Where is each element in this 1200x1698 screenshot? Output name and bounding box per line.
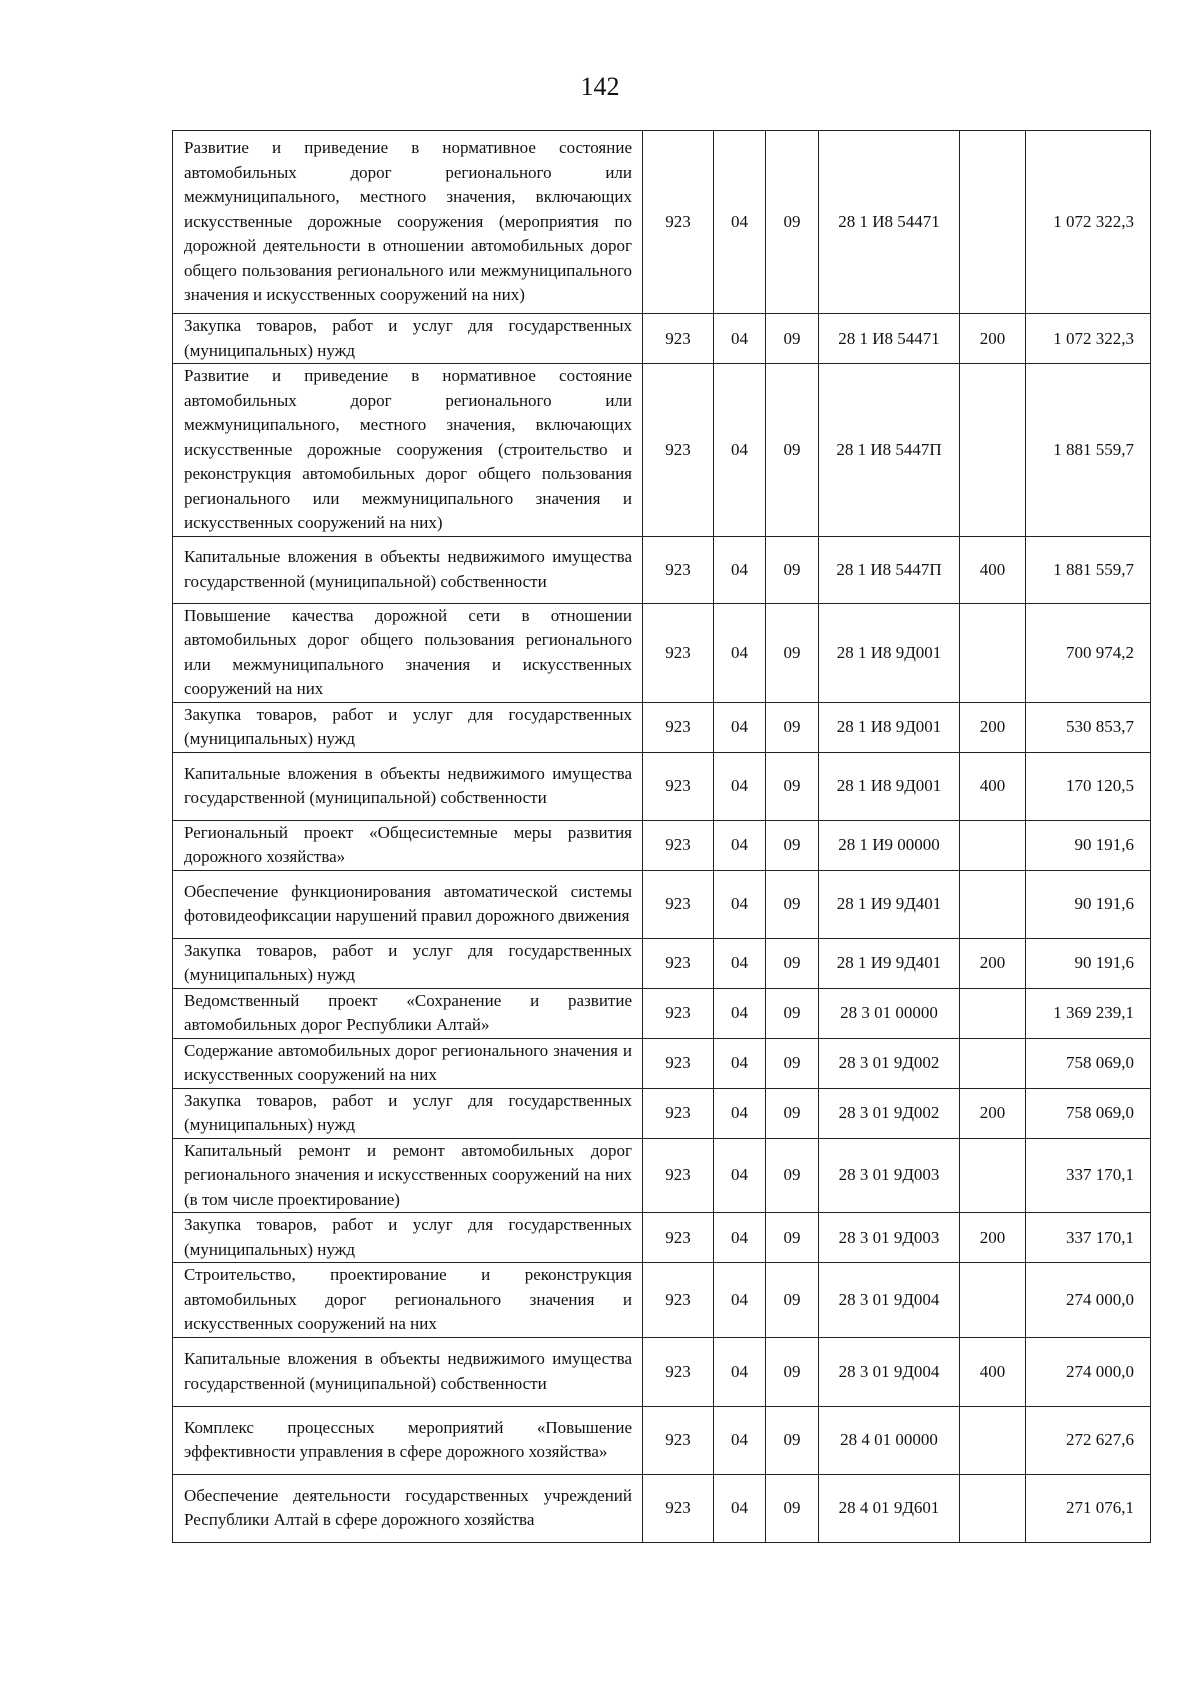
row-grbs: 923	[643, 1038, 714, 1088]
row-target-article: 28 3 01 9Д004	[819, 1263, 960, 1338]
row-target-article: 28 1 И8 9Д001	[819, 603, 960, 702]
table-row	[173, 364, 1151, 537]
row-amount: 90 191,6	[1026, 820, 1151, 870]
row-name: Закупка товаров, работ и услуг для государственных (муниципальных) нужд	[173, 1213, 643, 1263]
row-name: Обеспечение деятельности государственных учреждений Республики Алтай в сфере дорожного хозяйства	[173, 1474, 643, 1542]
row-subsection: 09	[766, 752, 819, 820]
table-row	[173, 1337, 1151, 1406]
row-target-article: 28 3 01 9Д002	[819, 1038, 960, 1088]
row-grbs: 923	[643, 536, 714, 603]
row-section: 04	[714, 1337, 766, 1406]
row-amount: 274 000,0	[1026, 1263, 1151, 1338]
row-target-article: 28 3 01 9Д002	[819, 1088, 960, 1138]
row-section: 04	[714, 870, 766, 938]
row-target-article: 28 1 И9 9Д401	[819, 938, 960, 988]
table-row	[173, 820, 1151, 870]
row-name: Обеспечение функционирования автоматической системы фотовидеофиксации нарушений правил дорожного движения	[173, 870, 643, 938]
row-name: Закупка товаров, работ и услуг для государственных (муниципальных) нужд	[173, 938, 643, 988]
row-name: Закупка товаров, работ и услуг для государственных (муниципальных) нужд	[173, 702, 643, 752]
row-target-article: 28 3 01 9Д003	[819, 1138, 960, 1213]
row-section: 04	[714, 702, 766, 752]
table-row	[173, 1474, 1151, 1542]
row-expense-type	[960, 1474, 1026, 1542]
row-expense-type: 200	[960, 1213, 1026, 1263]
row-name: Развитие и приведение в нормативное состояние автомобильных дорог регионального или межмуниципального, местного значения, включающих искусственные дорожные сооружения (строительство и реконструкция автомобильных дорог общего пользования регионального или межмуниципального значения и искусственных сооружений на них)	[173, 364, 643, 537]
row-subsection: 09	[766, 603, 819, 702]
row-expense-type	[960, 988, 1026, 1038]
row-section: 04	[714, 1088, 766, 1138]
row-grbs: 923	[643, 364, 714, 537]
row-target-article: 28 1 И8 9Д001	[819, 752, 960, 820]
row-amount: 1 072 322,3	[1026, 131, 1151, 314]
row-grbs: 923	[643, 1406, 714, 1474]
row-expense-type	[960, 1406, 1026, 1474]
page-number: 142	[580, 72, 620, 101]
row-amount: 274 000,0	[1026, 1337, 1151, 1406]
row-grbs: 923	[643, 1337, 714, 1406]
budget-table	[172, 130, 1151, 1543]
row-target-article: 28 4 01 00000	[819, 1406, 960, 1474]
row-subsection: 09	[766, 1337, 819, 1406]
row-subsection: 09	[766, 1088, 819, 1138]
row-expense-type: 200	[960, 702, 1026, 752]
row-expense-type	[960, 1138, 1026, 1213]
table-row	[173, 988, 1151, 1038]
table-row	[173, 752, 1151, 820]
table-row	[173, 1038, 1151, 1088]
row-subsection: 09	[766, 131, 819, 314]
row-section: 04	[714, 1038, 766, 1088]
row-subsection: 09	[766, 870, 819, 938]
row-amount: 337 170,1	[1026, 1213, 1151, 1263]
row-amount: 272 627,6	[1026, 1406, 1151, 1474]
table-row	[173, 314, 1151, 364]
row-amount: 1 881 559,7	[1026, 536, 1151, 603]
row-grbs: 923	[643, 1474, 714, 1542]
table-row	[173, 938, 1151, 988]
row-expense-type	[960, 870, 1026, 938]
table-row	[173, 603, 1151, 702]
row-expense-type	[960, 131, 1026, 314]
row-section: 04	[714, 314, 766, 364]
table-row	[173, 131, 1151, 314]
row-grbs: 923	[643, 988, 714, 1038]
row-grbs: 923	[643, 131, 714, 314]
row-section: 04	[714, 752, 766, 820]
row-expense-type	[960, 820, 1026, 870]
row-expense-type: 200	[960, 1088, 1026, 1138]
row-grbs: 923	[643, 1088, 714, 1138]
row-subsection: 09	[766, 1474, 819, 1542]
row-name: Ведомственный проект «Сохранение и развитие автомобильных дорог Республики Алтай»	[173, 988, 643, 1038]
row-target-article: 28 4 01 9Д601	[819, 1474, 960, 1542]
table-row	[173, 1213, 1151, 1263]
row-target-article: 28 3 01 00000	[819, 988, 960, 1038]
row-expense-type: 200	[960, 938, 1026, 988]
row-subsection: 09	[766, 1038, 819, 1088]
row-section: 04	[714, 364, 766, 537]
row-name: Содержание автомобильных дорог регионального значения и искусственных сооружений на них	[173, 1038, 643, 1088]
row-subsection: 09	[766, 1406, 819, 1474]
table-row	[173, 870, 1151, 938]
row-grbs: 923	[643, 1263, 714, 1338]
row-name: Развитие и приведение в нормативное состояние автомобильных дорог регионального или межмуниципального, местного значения, включающих искусственные дорожные сооружения (мероприятия по дорожной деятельности в отношении автомобильных дорог общего пользования регионального или межмуниципального значения и искусственных сооружений на них)	[173, 131, 643, 314]
row-grbs: 923	[643, 314, 714, 364]
row-grbs: 923	[643, 1138, 714, 1213]
row-amount: 758 069,0	[1026, 1038, 1151, 1088]
row-amount: 170 120,5	[1026, 752, 1151, 820]
row-target-article: 28 1 И8 9Д001	[819, 702, 960, 752]
row-amount: 90 191,6	[1026, 870, 1151, 938]
row-subsection: 09	[766, 702, 819, 752]
row-amount: 271 076,1	[1026, 1474, 1151, 1542]
row-name: Региональный проект «Общесистемные меры развития дорожного хозяйства»	[173, 820, 643, 870]
row-amount: 1 881 559,7	[1026, 364, 1151, 537]
row-target-article: 28 1 И8 5447П	[819, 364, 960, 537]
row-amount: 1 072 322,3	[1026, 314, 1151, 364]
row-name: Капитальные вложения в объекты недвижимого имущества государственной (муниципальной) собственности	[173, 536, 643, 603]
row-name: Закупка товаров, работ и услуг для государственных (муниципальных) нужд	[173, 314, 643, 364]
row-subsection: 09	[766, 314, 819, 364]
row-expense-type	[960, 1038, 1026, 1088]
table-row	[173, 536, 1151, 603]
row-target-article: 28 1 И9 00000	[819, 820, 960, 870]
row-grbs: 923	[643, 702, 714, 752]
row-grbs: 923	[643, 752, 714, 820]
row-name: Капитальные вложения в объекты недвижимого имущества государственной (муниципальной) собственности	[173, 1337, 643, 1406]
row-subsection: 09	[766, 820, 819, 870]
row-target-article: 28 1 И8 5447П	[819, 536, 960, 603]
row-subsection: 09	[766, 988, 819, 1038]
row-grbs: 923	[643, 870, 714, 938]
row-grbs: 923	[643, 603, 714, 702]
row-name: Повышение качества дорожной сети в отношении автомобильных дорог общего пользования регионального или межмуниципального значения и искусственных сооружений на них	[173, 603, 643, 702]
row-name: Закупка товаров, работ и услуг для государственных (муниципальных) нужд	[173, 1088, 643, 1138]
table-row	[173, 1406, 1151, 1474]
row-expense-type: 200	[960, 314, 1026, 364]
row-target-article: 28 3 01 9Д004	[819, 1337, 960, 1406]
row-amount: 758 069,0	[1026, 1088, 1151, 1138]
row-expense-type	[960, 1263, 1026, 1338]
row-section: 04	[714, 131, 766, 314]
row-section: 04	[714, 1474, 766, 1542]
row-amount: 1 369 239,1	[1026, 988, 1151, 1038]
row-expense-type	[960, 364, 1026, 537]
row-name: Строительство, проектирование и реконструкция автомобильных дорог регионального значения и искусственных сооружений на них	[173, 1263, 643, 1338]
table-row	[173, 1138, 1151, 1213]
row-subsection: 09	[766, 938, 819, 988]
row-subsection: 09	[766, 1213, 819, 1263]
row-name: Капитальный ремонт и ремонт автомобильных дорог регионального значения и искусственных сооружений на них (в том числе проектирование)	[173, 1138, 643, 1213]
table-row	[173, 702, 1151, 752]
row-section: 04	[714, 1213, 766, 1263]
row-section: 04	[714, 1406, 766, 1474]
row-expense-type: 400	[960, 1337, 1026, 1406]
row-expense-type: 400	[960, 536, 1026, 603]
row-amount: 530 853,7	[1026, 702, 1151, 752]
row-target-article: 28 3 01 9Д003	[819, 1213, 960, 1263]
row-target-article: 28 1 И8 54471	[819, 314, 960, 364]
row-section: 04	[714, 820, 766, 870]
row-subsection: 09	[766, 1263, 819, 1338]
row-subsection: 09	[766, 1138, 819, 1213]
row-section: 04	[714, 1138, 766, 1213]
row-grbs: 923	[643, 820, 714, 870]
row-section: 04	[714, 938, 766, 988]
row-amount: 337 170,1	[1026, 1138, 1151, 1213]
row-grbs: 923	[643, 938, 714, 988]
row-section: 04	[714, 603, 766, 702]
row-target-article: 28 1 И8 54471	[819, 131, 960, 314]
row-amount: 90 191,6	[1026, 938, 1151, 988]
row-expense-type	[960, 603, 1026, 702]
row-expense-type: 400	[960, 752, 1026, 820]
table-row	[173, 1263, 1151, 1338]
row-target-article: 28 1 И9 9Д401	[819, 870, 960, 938]
row-subsection: 09	[766, 536, 819, 603]
row-grbs: 923	[643, 1213, 714, 1263]
row-section: 04	[714, 536, 766, 603]
row-subsection: 09	[766, 364, 819, 537]
row-amount: 700 974,2	[1026, 603, 1151, 702]
row-name: Капитальные вложения в объекты недвижимого имущества государственной (муниципальной) собственности	[173, 752, 643, 820]
row-section: 04	[714, 1263, 766, 1338]
row-section: 04	[714, 988, 766, 1038]
table-row	[173, 1088, 1151, 1138]
row-name: Комплекс процессных мероприятий «Повышение эффективности управления в сфере дорожного хозяйства»	[173, 1406, 643, 1474]
